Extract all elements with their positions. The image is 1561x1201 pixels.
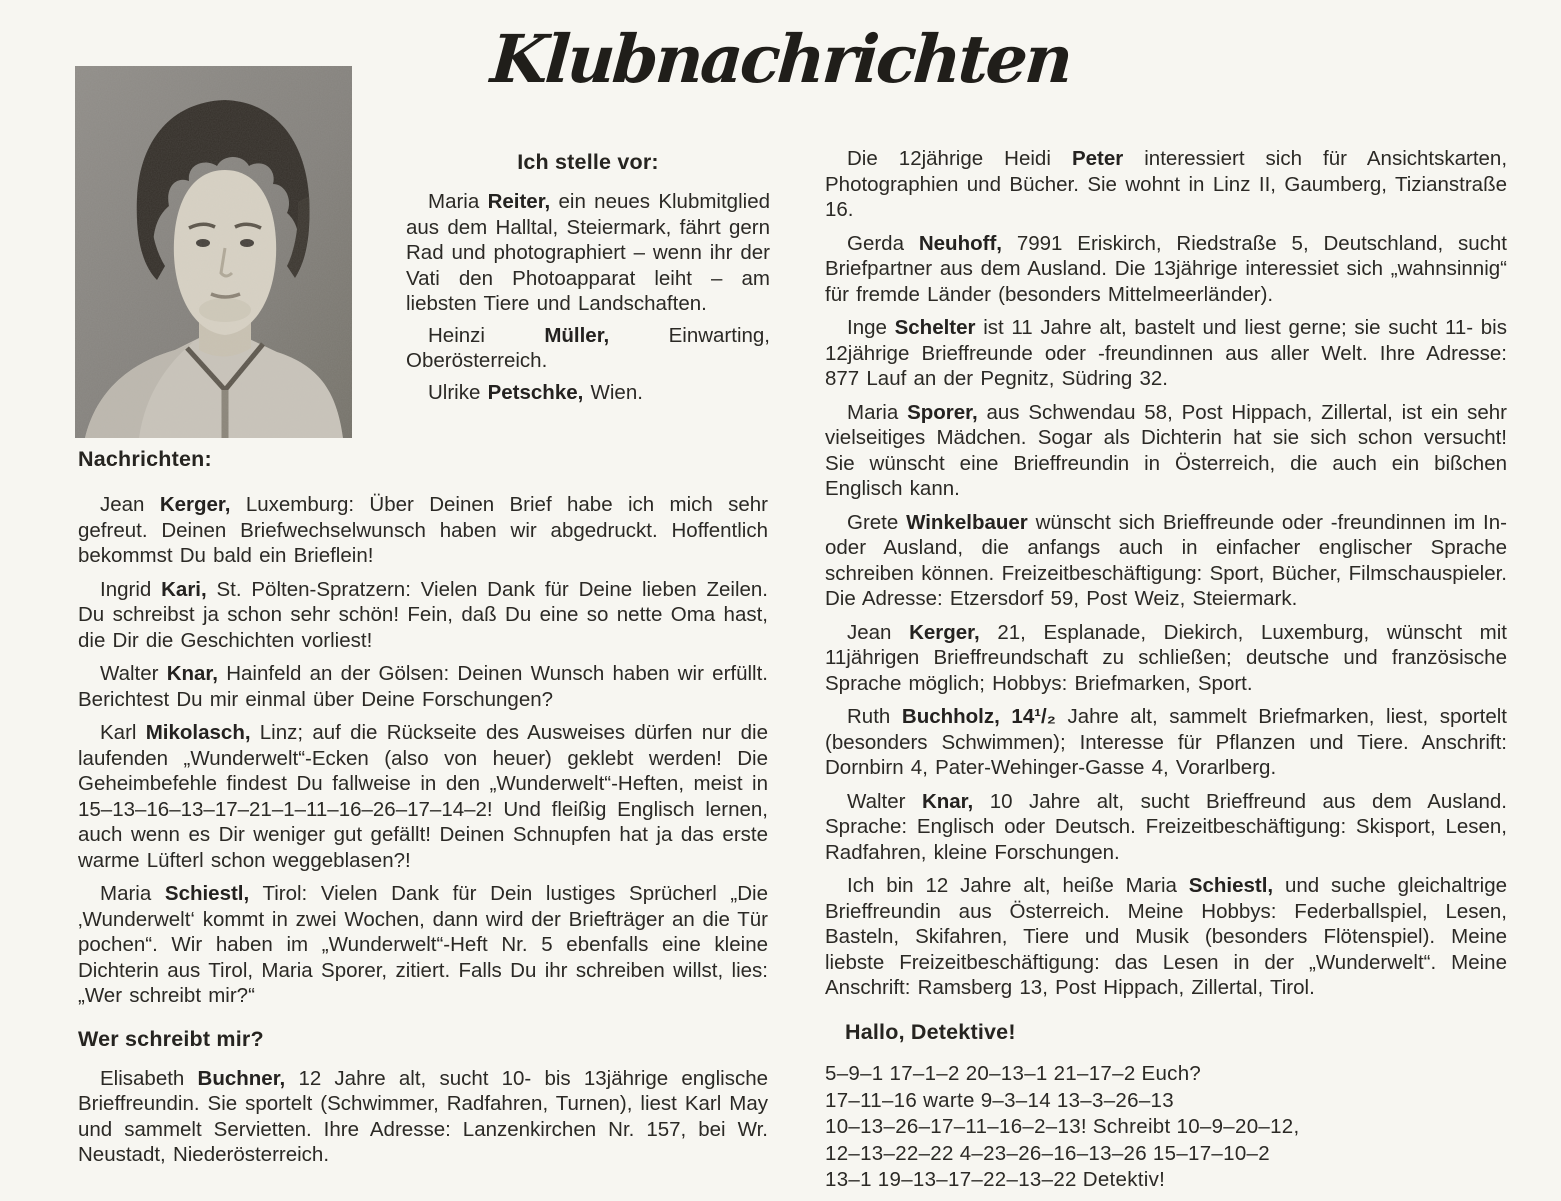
- person-name: Neuhoff,: [918, 231, 1002, 255]
- section-ich-stelle-vor: [406, 150, 770, 411]
- paragraph: [825, 620, 1507, 697]
- paragraph: [825, 873, 1507, 1001]
- paragraph-text: Maria: [428, 190, 488, 213]
- person-name: Buchholz,: [901, 705, 1000, 728]
- paragraph-text: Ich bin 12 Jahre alt, heiße Maria: [847, 874, 1189, 897]
- nachrichten-heading: Nachrichten:: [78, 447, 212, 471]
- intro-paragraphs: [406, 189, 770, 405]
- person-name: Kerger,: [159, 493, 231, 516]
- paragraph: [825, 510, 1507, 612]
- pen-pal-paragraphs: [825, 146, 1507, 1001]
- paragraph-text: 10 Jahre alt, sucht Brieffreund aus dem Ausland. Sprache: Englisch oder Deutsch. Freizeitbeschäftigung: Skisport, Lesen, Radfahren, kleine Forschungen.: [825, 789, 1507, 864]
- wer-schreibt-mir-heading: Wer schreibt mir?: [78, 1026, 264, 1051]
- paragraph: [825, 400, 1507, 502]
- portrait-photo: [75, 66, 352, 438]
- person-name: Kerger,: [909, 620, 980, 644]
- paragraph-text: aus Schwendau 58, Post Hippach, Zillertal, ist ein sehr vielseitiges Mädchen. Sogar als Dichterin hat sie sich schon versucht! Sie wünscht eine Brieffreundin in Österreich, die auch ein bißchen Englisch kann.: [825, 400, 1507, 500]
- paragraph-text: Grete: [847, 510, 907, 534]
- paragraph: [825, 789, 1507, 866]
- paragraph-text: Wien.: [583, 380, 643, 404]
- paragraph-text: 21, Esplanade, Diekirch, Luxemburg, wünscht mit 11jährigen Brieffreundschaft zu schließen; deutsche und französische Sprache möglich; Hobbys: Briefmarken, Sport.: [825, 620, 1508, 695]
- paragraph-text: Elisabeth: [100, 1066, 198, 1090]
- paragraph-text: Jean: [100, 493, 160, 516]
- photo-grain: [75, 66, 352, 438]
- paragraph: [825, 231, 1507, 308]
- paragraph: [825, 146, 1507, 223]
- detektive-heading: Hallo, Detektive!: [845, 1020, 1016, 1044]
- person-name: Kari,: [161, 577, 207, 601]
- paragraph-text: 7991 Eriskirch, Riedstraße 5, Deutschland, sucht Briefpartner aus dem Ausland. Die 13jährige interessiet sich „wahnsinnig“ für fremde Länder (besonders Mittelmeerländer).: [825, 231, 1508, 306]
- paragraph-text: Linz; auf die Rückseite des Ausweises dürfen nur die laufenden „Wunderwelt“-Ecken (also von heuer) geklebt werden! Die Geheimbefehle findest Du fallweise in den „Wunderwelt“-Heften, meist in 15–13–16–13–17–21–1–11–16–26–17–14–2! Und fleißig Englisch lernen, auch wenn es Dir weniger gut gefällt! Deinen Schnupfen hat ja das erste warme Lüfterl schon weggeblasen?!: [78, 721, 768, 872]
- paragraph: [78, 720, 768, 873]
- paragraph-text: Inge: [847, 316, 895, 339]
- paragraph-text: Ruth: [847, 705, 902, 728]
- paragraph-text: Walter: [847, 789, 922, 813]
- page-title: Klubnachrichten: [488, 20, 1073, 98]
- person-name: Schelter: [894, 316, 976, 339]
- section-pen-pals: [825, 146, 1507, 1009]
- paragraph-text: [1000, 705, 1012, 728]
- paragraph-text: Jahre alt, sammelt Briefmarken, liest, sportelt (besonders Schwimmen); Interesse für Pflanzen und Tiere. Anschrift: Dornbirn 4, Pater-Wehinger-Gasse 4, Vorarlberg.: [825, 705, 1508, 779]
- paragraph-text: 12 Jahre alt, sucht 10- bis 13jährige englische Brieffreundin. Sie sportelt (Schwimmer, Radfahren, Turnen), liest Karl May und sammelt Servietten. Ihre Adresse: Lanzenkirchen Nr. 157, bei Wr. Neustadt, Niederösterreich.: [78, 1066, 768, 1166]
- paragraph-text: Ulrike: [428, 380, 488, 404]
- person-name: Sporer,: [907, 400, 978, 424]
- paragraph: [78, 492, 768, 569]
- paragraph-text: ist 11 Jahre alt, bastelt und liest gerne; sie sucht 11- bis 12jährige Brieffreunde oder -freundinnen aus aller Welt. Ihre Adresse: 877 Lauf an der Pegnitz, Südring 32.: [825, 316, 1507, 390]
- paragraph: [78, 881, 768, 1009]
- paragraph-text: ein neues Klubmitglied aus dem Halltal, Steiermark, fährt gern Rad und photographiert – wenn ihr der Vati den Photoapparat leiht – am liebsten Tiere und Landschaften.: [406, 190, 770, 315]
- person-name: Müller,: [544, 323, 610, 347]
- paragraph: [78, 1066, 768, 1168]
- paragraph-text: Hainfeld an der Gölsen: Deinen Wunsch haben wir erfüllt. Berichtest Du mir einmal über Deine Forschungen?: [78, 662, 768, 711]
- paragraph-text: wünscht sich Brieffreunde oder -freundinnen im In- oder Ausland, die anfangs auch in einfacher englischer Sprache schreiben können. Freizeitbeschäftigung: Sport, Bücher, Filmschauspieler. Die Adresse: Etzersdorf 59, Post Weiz, Steiermark.: [825, 510, 1507, 610]
- paragraph-text: Gerda: [847, 231, 919, 255]
- paragraph-text: Ingrid: [100, 577, 162, 601]
- person-name: Schiestl,: [1188, 874, 1274, 897]
- paragraph: [406, 323, 770, 374]
- paragraph-text: Heinzi: [428, 323, 545, 347]
- paragraph: [825, 315, 1507, 392]
- paragraph-text: Luxemburg: Über Deinen Brief habe ich mich sehr gefreut. Deinen Briefwechselwunsch haben wir abgedruckt. Hoffentlich bekommst Du bald ein Brieflein!: [78, 493, 769, 567]
- paragraph: [406, 380, 770, 406]
- nachrichten-paragraphs: [78, 492, 768, 1009]
- paragraph-text: Karl: [100, 721, 146, 744]
- paragraph-text: Die 12jährige Heidi: [847, 147, 1072, 170]
- paragraph-text: St. Pölten-Spratzern: Vielen Dank für Deine lieben Zeilen. Du schreibst ja schon sehr schön! Fein, daß Du eine so nette Oma hast, die Dir die Geschichten vorliest!: [78, 577, 769, 652]
- person-name: Winkelbauer: [906, 510, 1028, 534]
- code-line: 10–13–26–17–11–16–2–13! Schreibt 10–9–20–12,: [825, 1115, 1300, 1138]
- person-name: 14¹/₂: [1011, 705, 1056, 728]
- paragraph-text: Maria: [100, 882, 165, 905]
- paragraph-text: Jean: [847, 620, 910, 644]
- detektive-code-lines: [825, 1061, 1507, 1194]
- paragraph-text: und suche gleichaltrige Brieffreundin aus Österreich. Meine Hobbys: Federballspiel, Lesen, Basteln, Skifahren, Tiere und Musik (besonders Flötenspiel). Meine liebste Freizeitbeschäftigung: das Lesen in der „Wunderwelt“. Meine Anschrift: Ramsberg 13, Post Hippach, Zillertal, Tirol.: [825, 874, 1508, 999]
- paragraph: [406, 189, 770, 317]
- person-name: Peter: [1071, 147, 1124, 170]
- intro-heading: Ich stelle vor:: [517, 150, 659, 174]
- paragraph-text: interessiert sich für Ansichtskarten, Photographien und Bücher. Sie wohnt in Linz II, Gaumberg, Tizianstraße 16.: [825, 147, 1508, 221]
- person-name: Schiestl,: [164, 882, 250, 905]
- person-name: Mikolasch,: [145, 721, 251, 744]
- paragraph: [78, 577, 768, 654]
- section-detektive: [825, 1020, 1507, 1194]
- paragraph-text: Walter: [100, 662, 167, 685]
- wer-schreibt-mir-paragraphs: [78, 1066, 768, 1168]
- code-line: 5–9–1 17–1–2 20–13–1 21–17–2 Euch?: [825, 1062, 1202, 1085]
- person-name: Knar,: [166, 662, 218, 685]
- person-name: Buchner,: [197, 1066, 286, 1090]
- code-line: 12–13–22–22 4–23–26–16–13–26 15–17–10–2: [825, 1141, 1270, 1165]
- portrait-illustration: [75, 66, 352, 438]
- person-name: Knar,: [921, 789, 974, 813]
- paragraph: [78, 661, 768, 712]
- person-name: Petschke,: [487, 380, 584, 404]
- code-line: 13–1 19–13–17–22–13–22 Detektiv!: [825, 1168, 1166, 1191]
- section-nachrichten: [78, 447, 768, 1176]
- code-line: 17–11–16 warte 9–3–14 13–3–26–13: [825, 1088, 1174, 1112]
- paragraph: [825, 704, 1507, 781]
- paragraph-text: Maria: [847, 400, 908, 424]
- paragraph-text: Einwarting, Oberösterreich.: [406, 323, 770, 372]
- person-name: Reiter,: [487, 190, 551, 213]
- paragraph-text: Tirol: Vielen Dank für Dein lustiges Sprücherl „Die ‚Wunderwelt‘ kommt in zwei Wochen, dann wird der Briefträger an die Tür pochen“. Wir haben im „Wunderwelt“-Heft Nr. 5 ebenfalls eine kleine Dichterin aus Tirol, Maria Sporer, zitiert. Falls Du ihr schreiben willst, lies: „Wer schreibt mir?“: [78, 882, 768, 1007]
